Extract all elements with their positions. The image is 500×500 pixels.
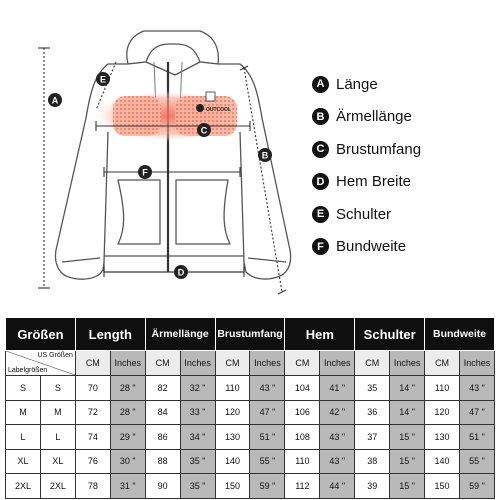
legend-label-e: Schulter (336, 205, 392, 223)
cm-value-cell: 140 (215, 449, 250, 474)
legend-label-f: Bundweite (336, 238, 407, 256)
unit-cm: CM (285, 351, 320, 376)
cm-value-cell: 130 (215, 425, 250, 450)
inches-value-cell: 47 " (460, 400, 495, 425)
cm-value-cell: 70 (75, 376, 110, 401)
marker-b (258, 148, 272, 162)
marker-c (197, 123, 211, 137)
unit-cm: CM (425, 351, 460, 376)
unit-inches: Inches (390, 351, 425, 376)
unit-inches: Inches (180, 351, 215, 376)
inches-value-cell: 30 " (110, 449, 145, 474)
legend-marker-d: D (312, 173, 329, 190)
label-size-cell: S (40, 376, 75, 401)
inches-value-cell: 15 " (390, 474, 425, 499)
inches-value-cell: 31 " (110, 474, 145, 499)
cm-value-cell: 39 (355, 474, 390, 499)
cm-value-cell: 88 (145, 449, 180, 474)
unit-inches: Inches (250, 351, 285, 376)
cm-value-cell: 110 (285, 449, 320, 474)
table-unit-row (6, 351, 495, 376)
table-row (6, 400, 495, 425)
us-size-cell: 2XL (6, 474, 41, 499)
measurement-legend (312, 68, 497, 263)
cm-value-cell: 150 (425, 474, 460, 499)
svg-text:A: A (51, 95, 59, 106)
inches-value-cell: 59 " (460, 474, 495, 499)
label-size-cell: M (40, 400, 75, 425)
inches-value-cell: 43 " (250, 376, 285, 401)
inches-value-cell: 42 " (320, 400, 355, 425)
marker-a (48, 93, 62, 107)
cm-value-cell: 90 (145, 474, 180, 499)
label-size-cell: XL (40, 449, 75, 474)
legend-marker-e: E (312, 206, 329, 223)
cm-value-cell: 36 (355, 400, 390, 425)
legend-label-c: Brustumfang (336, 140, 422, 158)
legend-item-a (312, 68, 497, 101)
cm-value-cell: 120 (425, 400, 460, 425)
inches-value-cell: 55 " (460, 449, 495, 474)
cm-value-cell: 112 (285, 474, 320, 499)
labelgroessen-label: Labelgrößen (8, 367, 48, 374)
inches-value-cell: 35 " (180, 474, 215, 499)
inches-value-cell: 43 " (460, 376, 495, 401)
svg-text:F: F (142, 167, 148, 178)
svg-text:B: B (261, 150, 269, 161)
us-groessen-label: US Größen (37, 352, 73, 359)
table-row (6, 376, 495, 401)
cm-value-cell: 150 (215, 474, 250, 499)
us-size-cell: S (6, 376, 41, 401)
unit-inches: Inches (110, 351, 145, 376)
legend-marker-f: F (312, 238, 329, 255)
header-hem: Hem (285, 318, 355, 351)
header-length: Length (75, 318, 145, 351)
label-size-cell: L (40, 425, 75, 450)
header-armellange: Ärmellänge (145, 318, 215, 351)
cm-value-cell: 130 (425, 425, 460, 450)
unit-cm: CM (75, 351, 110, 376)
legend-item-f (312, 231, 497, 264)
marker-f (138, 165, 152, 179)
cm-value-cell: 76 (75, 449, 110, 474)
header-groessen: Größen (6, 318, 76, 351)
inches-value-cell: 29 " (110, 425, 145, 450)
legend-marker-c: C (312, 141, 329, 158)
heating-zone (92, 90, 244, 142)
inches-value-cell: 43 " (320, 425, 355, 450)
size-type-cell (6, 351, 76, 376)
cm-value-cell: 108 (285, 425, 320, 450)
inches-value-cell: 32 " (180, 376, 215, 401)
header-schulter: Schulter (355, 318, 425, 351)
table-row (6, 425, 495, 450)
svg-text:E: E (99, 74, 107, 85)
legend-label-d: Hem Breite (336, 173, 412, 191)
inches-value-cell: 34 " (180, 425, 215, 450)
size-rows (6, 376, 495, 499)
unit-cm: CM (145, 351, 180, 376)
unit-inches: Inches (320, 351, 355, 376)
cm-value-cell: 74 (75, 425, 110, 450)
cm-value-cell: 82 (145, 376, 180, 401)
svg-text:OUTCOOL: OUTCOOL (206, 107, 231, 113)
cm-value-cell: 106 (285, 400, 320, 425)
cm-value-cell: 110 (425, 376, 460, 401)
us-size-cell: L (6, 425, 41, 450)
inches-value-cell: 44 " (320, 474, 355, 499)
unit-cm: CM (215, 351, 250, 376)
legend-item-d (312, 166, 497, 199)
inches-value-cell: 15 " (390, 449, 425, 474)
table-row (6, 474, 495, 499)
inches-value-cell: 43 " (320, 449, 355, 474)
cm-value-cell: 86 (145, 425, 180, 450)
inches-value-cell: 28 " (110, 376, 145, 401)
svg-text:C: C (200, 125, 208, 136)
cm-value-cell: 35 (355, 376, 390, 401)
inches-value-cell: 14 " (390, 400, 425, 425)
unit-cm: CM (355, 351, 390, 376)
cm-value-cell: 78 (75, 474, 110, 499)
legend-item-e (312, 198, 497, 231)
size-chart-table (5, 317, 495, 499)
inches-value-cell: 59 " (250, 474, 285, 499)
inches-value-cell: 35 " (180, 449, 215, 474)
header-brustumfang: Brustumfang (215, 318, 285, 351)
cm-value-cell: 72 (75, 400, 110, 425)
svg-text:D: D (177, 267, 185, 278)
cm-value-cell: 38 (355, 449, 390, 474)
legend-label-b: Ärmellänge (336, 108, 412, 126)
inches-value-cell: 33 " (180, 400, 215, 425)
inches-value-cell: 47 " (250, 400, 285, 425)
inches-value-cell: 51 " (250, 425, 285, 450)
inches-value-cell: 28 " (110, 400, 145, 425)
legend-marker-b: B (312, 108, 329, 125)
label-size-cell: 2XL (40, 474, 75, 499)
marker-d (174, 265, 188, 279)
legend-marker-a: A (312, 76, 329, 93)
cm-value-cell: 104 (285, 376, 320, 401)
cm-value-cell: 110 (215, 376, 250, 401)
marker-e (96, 72, 110, 86)
legend-item-b (312, 101, 497, 134)
table-header-row (6, 318, 495, 351)
inches-value-cell: 51 " (460, 425, 495, 450)
inches-value-cell: 41 " (320, 376, 355, 401)
inches-value-cell: 14 " (390, 376, 425, 401)
cm-value-cell: 140 (425, 449, 460, 474)
legend-item-c (312, 133, 497, 166)
cm-value-cell: 120 (215, 400, 250, 425)
inches-value-cell: 55 " (250, 449, 285, 474)
inches-value-cell: 15 " (390, 425, 425, 450)
us-size-cell: M (6, 400, 41, 425)
table-row (6, 449, 495, 474)
cm-value-cell: 37 (355, 425, 390, 450)
hoodie-outline (55, 31, 290, 279)
cm-value-cell: 84 (145, 400, 180, 425)
legend-label-a: Länge (336, 75, 378, 93)
us-size-cell: XL (6, 449, 41, 474)
header-bundweite: Bundweite (425, 318, 495, 351)
unit-inches: Inches (460, 351, 495, 376)
